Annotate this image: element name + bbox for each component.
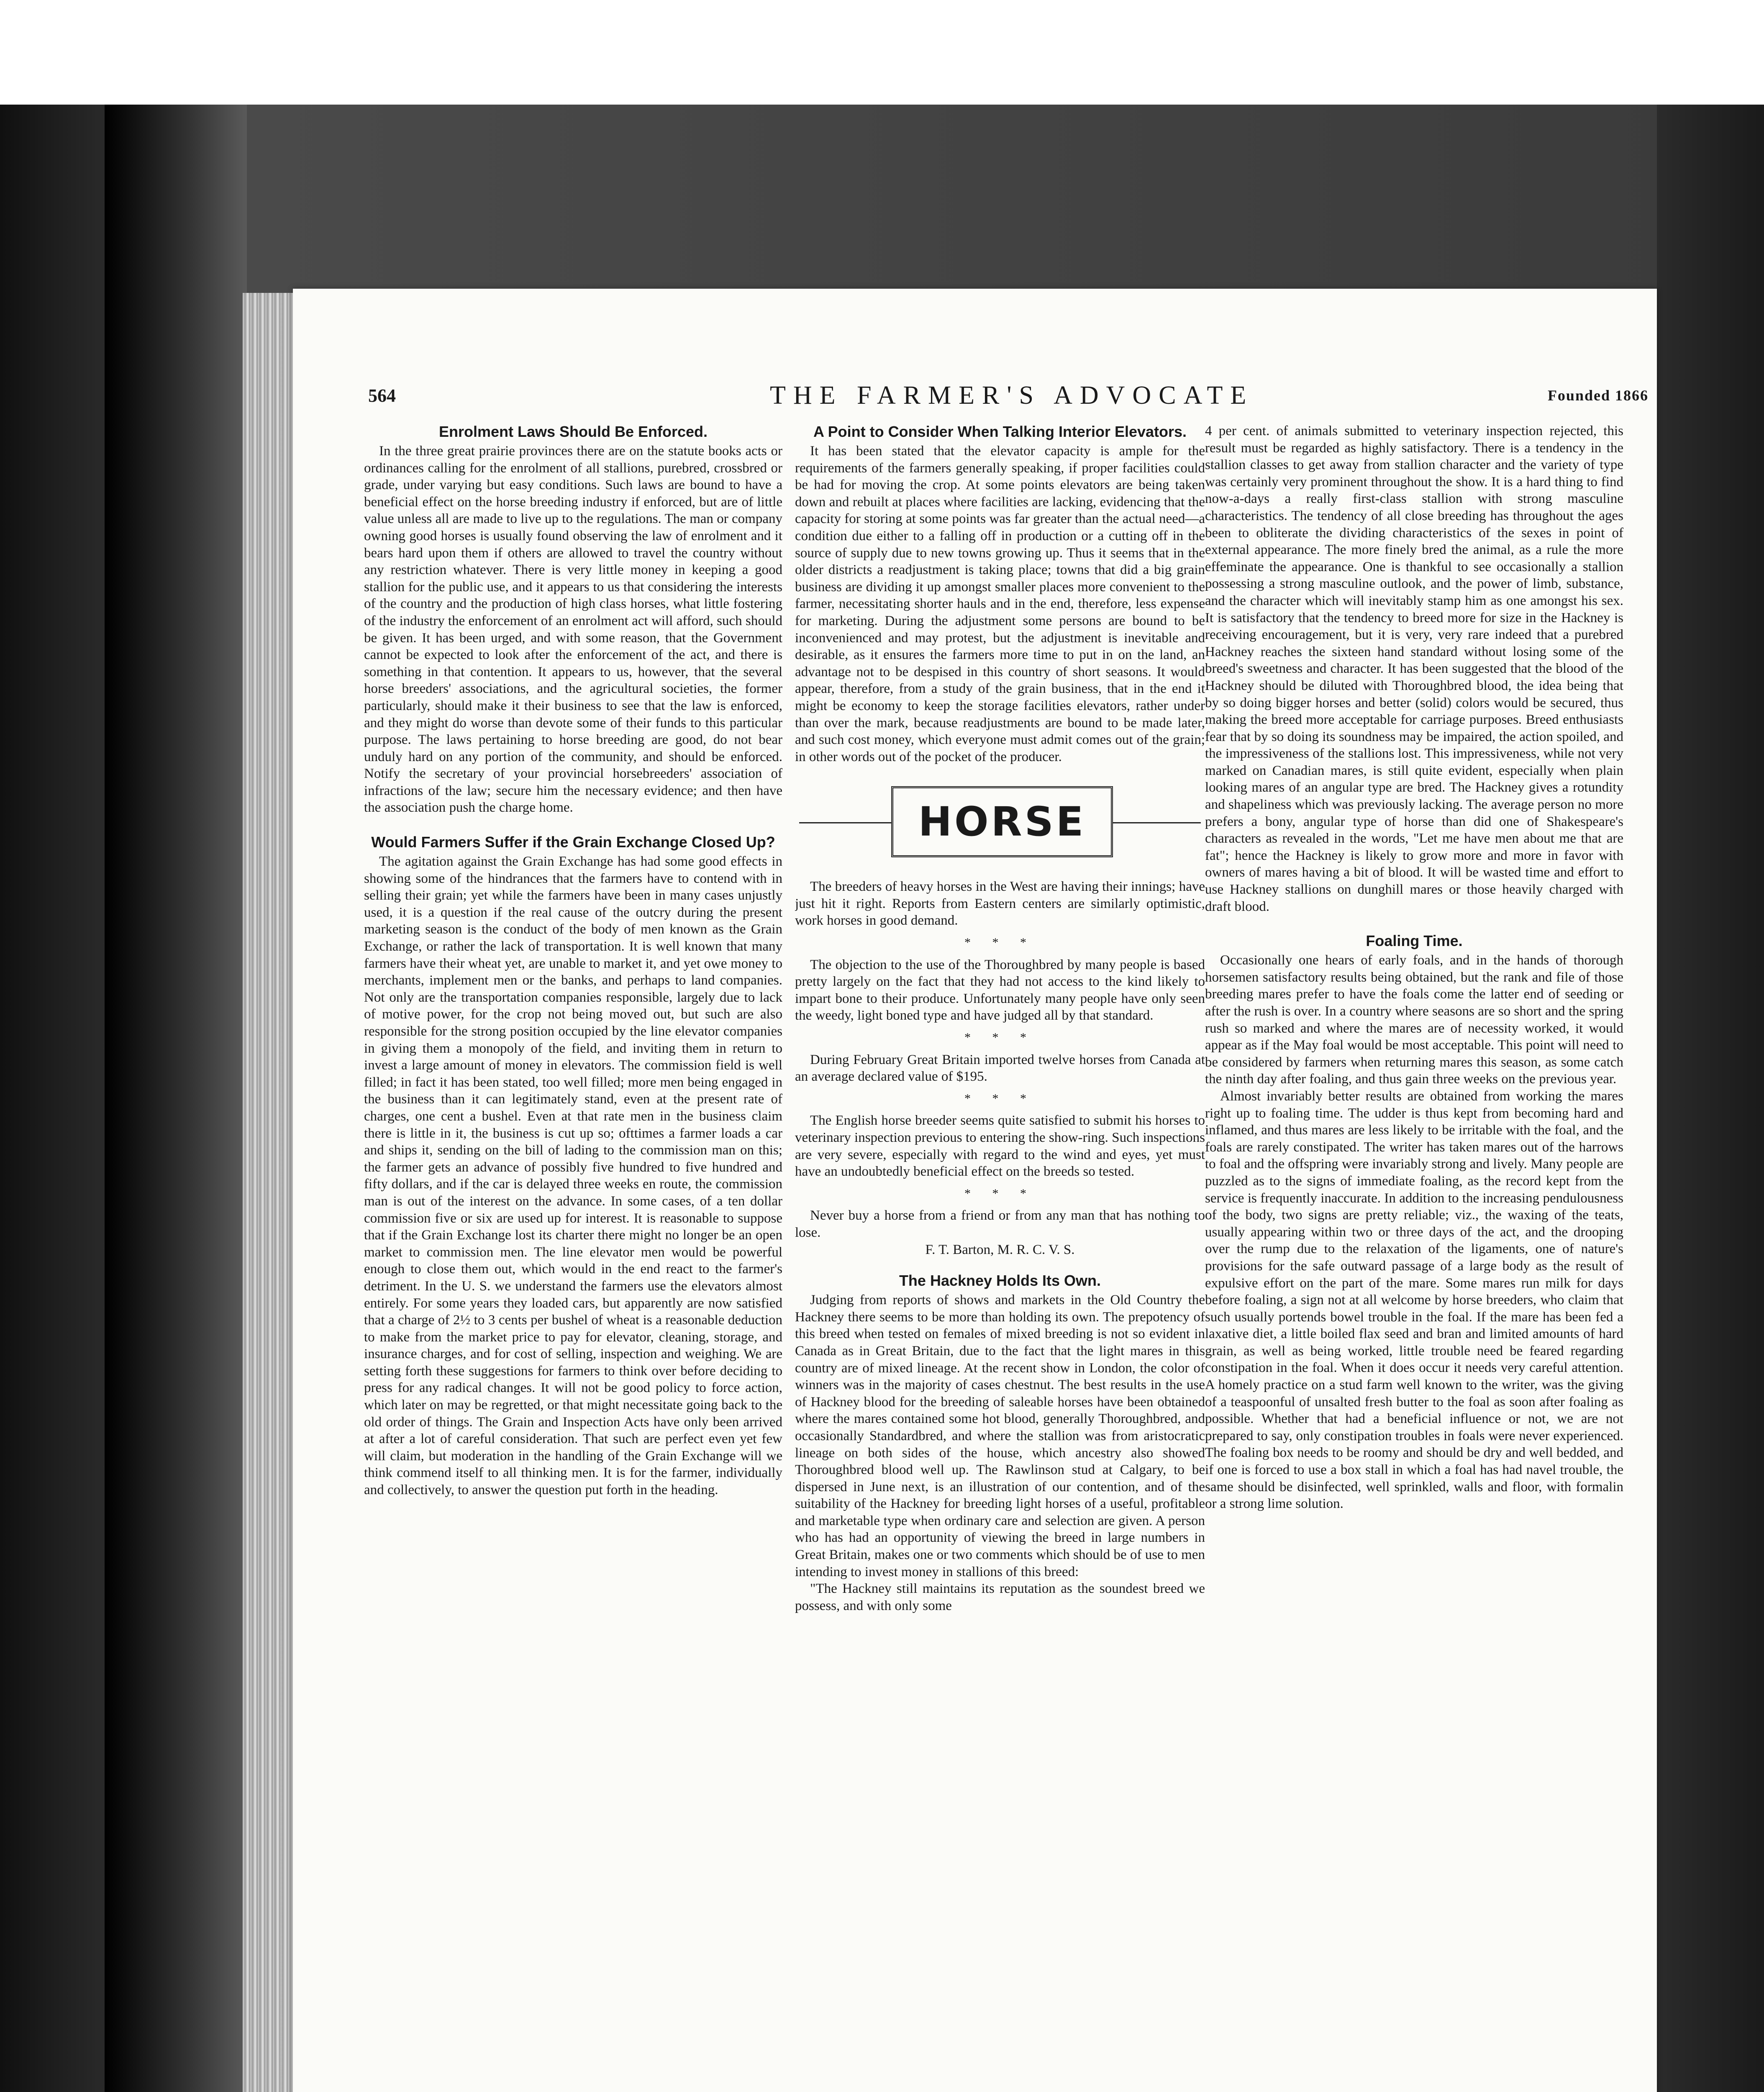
article-body-elevators: It has been stated that the elevator capacity is ample for the requirements of the farmers generally speaking, if proper facilities could be had for moving the crop. At some points elevators are being taken down and rebuilt at places where facilities are lacking, evidencing that the capacity for storing at some points was far greater than the actual need—a condition due either to a falling off in production or a cutting off in the source of supply due to new towns growing up. Thus it seems that in the older districts a readjustment is taking place; towns that did a big grain business are dividing it up amongst smaller places more convenient to the farmer, necessitating shorter hauls and in the end, therefore, less expense for marketing. During the adjustment some persons are bound to be inconvenienced and may protest, but the adjustment is inevitable and desirable, as it ensures the farmers more time to put in on the land, an advantage not to be despised in this country of short seasons. It would appear, therefore, from a study of the grain business, that in the end it might be economy to keep the storage facilities elevators, rather under than over the mark, because readjustments are bound to be made later, and such cost money, which everyone must admit comes out of the grain; in other words out of the pocket of the producer.	[795, 444, 1205, 764]
separator-stars: * * *	[964, 1186, 1036, 1200]
article-body-hackney-quote: "The Hackney still maintains its reputation as the soundest breed we possess, and with only some	[795, 1581, 1205, 1613]
right-gutter	[1657, 105, 1764, 2092]
article-title-grain-exchange: Would Farmers Suffer if the Grain Exchange Closed Up?	[371, 833, 775, 851]
article-body-hackney: Judging from reports of shows and markets in the Old Country the Hackney there seems to be more than holding its own. The prepotency of this breed when tested on females of mixed breeding is not so evident in Canada as in Great Britain, due to the fact that the light mares in this country are of mixed lineage. At the recent show in London, the color of winners was in the majority of cases chestnut. The best results in the use of Hackney blood for the breeding of saleable horses have been obtained where the mares contained some hot blood, generally Thoroughbred, and occasionally Standardbred, and where the stallion was from aristocratic lineage on both sides of the house, which ancestry also showed Thoroughbred blood well up. The Rawlinson stud at Calgary, to be dispersed in June next, is an illustration of our contention, and of the suitability of the Hackney for breeding light horses of a useful, profitable and marketable type when ordinary care and selection are given. A person who has had an opportunity of viewing the breed in large numbers in Great Britain, makes one or two comments which should be of use to men intending to invest money in stallions of this breed:	[795, 1292, 1205, 1579]
horse-note-2: The objection to the use of the Thoroughbred by many people is based pretty largely on the fact that they had not access to the kind likely to impart bone to their produce. Unfortunately many people have only seen the weedy, light boned type and have judged all by that standard.	[795, 957, 1205, 1023]
masthead: THE FARMER'S ADVOCATE	[770, 381, 1254, 410]
book-shadow	[105, 105, 247, 2092]
article-title-elevators: A Point to Consider When Talking Interior Elevators.	[813, 423, 1187, 440]
column-3	[1205, 423, 1623, 2092]
horse-note-4: The English horse breeder seems quite satisfied to submit his horses to veterinary inspection previous to entering the show-ring. Such inspections are very severe, especially with regard to the wind and eyes, yet must have an undoubtedly beneficial effect on the breeds so tested.	[795, 1113, 1205, 1179]
founded-note: Founded 1866	[1547, 387, 1649, 404]
article-body-foaling-2: Almost invariably better results are obtained from working the mares right up to foaling time. The udder is thus kept from becoming hard and inflamed, and thus mares are less likely to be irritable with the foal, and the foals are rarely constipated. The writer has taken mares out of the harrows to foal and the offspring were invariably strong and lively. Many people are puzzled as to the signs of immediate foaling, as the record kept from the service is frequently inaccurate. In addition to the increasing pendulousness of the body, two signs are pretty reliable; viz., the waxing of the teats, usually appearing within two or three days of the act, and the drooping over the rump due to the relaxation of the ligaments, one of nature's provisions for the safe outward passage of a large body as the result of expulsive effort on the part of the mare. Some mares run milk for days before foaling, a sign not at all welcome by horse breeders, who claim that such usually portends bowel trouble in the foal. If the mare has been fed a laxative diet, a little boiled flax seed and bran and limited amounts of hard grain, as well as being worked, little trouble need be feared regarding constipation in the foal. When it does occur it needs very careful attention. A homely practice on a stud farm well known to the writer, was the giving of a teaspoonful of unsalted fresh butter to the foal as soon after foaling as possible. Whether that had a beneficial influence or not, we are not prepared to say, only constipation troubles in foals were never experienced. The foaling box needs to be roomy and should be dry and well bedded, and if one is forced to use a box stall in which a foal has had navel trouble, the same should be disinfected, well sprinkled, walls and floor, with formalin or a strong lime solution.	[1205, 1088, 1623, 1512]
column-1	[364, 423, 782, 2092]
article-title-foaling: Foaling Time.	[1366, 932, 1463, 950]
separator-stars: * * *	[964, 936, 1036, 950]
author-signature: F. T. Barton, M. R. C. V. S.	[925, 1242, 1075, 1257]
separator-stars: * * *	[964, 1031, 1036, 1045]
banner-label-box	[891, 786, 1113, 857]
column-2	[795, 423, 1205, 2092]
article-body-enrolment: In the three great prairie provinces there are on the statute books acts or ordinances calling for the enrolment of all stallions, purebred, crossbred or grade, under varying but easy conditions. Such laws are bound to have a beneficial effect on the horse breeding industry if enforced, but are of little value unless all are made to live up to the regulations. The man or company owning good horses is usually found observing the law of enrolment and it bears hard upon them if others are allowed to travel the country without any restriction whatever. There is very little money in keeping a good stallion for the public use, and it appears to us that considering the interests of the country and the production of high class horses, what little fostering of the industry the enforcement of an enrolment act will afford, such should be given. It has been urged, and with some reason, that the Government cannot be expected to look after the enforcement of the act, and there is something in that contention. It appears to us, however, that the several horse breeders' associations, and the agricultural societies, the former particularly, should make it their business to see that the law is enforced, and they might do worse than devote some of their funds to this particular purpose. The laws pertaining to horse breeding are good, do not bear unduly hard on any portion of the community, and should be enforced. Notify the secretary of your provincial horsebreeders' association of infractions of the law; secure him the necessary evidence; and then have the association push the charge home.	[364, 444, 782, 815]
separator-stars: * * *	[964, 1091, 1036, 1105]
page-header	[368, 377, 1649, 418]
horse-note-5: Never buy a horse from a friend or from any man that has nothing to lose.	[795, 1208, 1205, 1240]
page-number: 564	[368, 385, 396, 406]
section-label: HORSE	[918, 798, 1086, 845]
article-title-hackney: The Hackney Holds Its Own.	[899, 1272, 1101, 1290]
horse-note-3: During February Great Britain imported twelve horses from Canada at an average declared value of $195.	[795, 1052, 1205, 1084]
section-banner-horse	[799, 782, 1201, 861]
page-stack-edge	[243, 293, 301, 2092]
scan-margin-top	[0, 0, 1764, 105]
article-body-foaling-1: Occasionally one hears of early foals, and in the hands of thorough horsemen satisfactory results being obtained, but the rank and file of those breeding mares prefer to have the foals come the latter end of seeding or after the rush is over. In a country where seasons are so short and the spring rush so marked and where the mares are of necessity worked, it would appear as if the May foal would be most acceptable. This point will need to be considered by farmers when returning mares this season, as some catch the ninth day after foaling, and thus gain three weeks on the previous year.	[1205, 953, 1623, 1087]
article-body-hackney-continued: 4 per cent. of animals submitted to veterinary inspection rejected, this result must be regarded as highly satisfactory. There is a tendency in the stallion classes to get away from stallion character and the variety of type was certainly very prominent throughout the show. It is a hard thing to find now-a-days a really first-class stallion with strong masculine characteristics. The tendency of all close breeding has throughout the ages been to obliterate the dividing characteristics of the sexes in point of external appearance. The more finely bred the animal, as a rule the more effeminate the appearance. One is thankful to see occasionally a stallion possessing a strong masculine outlook, and the power of limb, substance, and the character which will inevitably stamp him as one amongst his sex. It is satisfactory that the tendency to breed more for size in the Hackney is receiving encouragement, but it is very, very rare indeed that a purebred Hackney reaches the sixteen hand standard without losing some of the breed's sweetness and character. It has been suggested that the blood of the Hackney should be diluted with Thoroughbred blood, the idea being that by so doing bigger horses and better (solid) colors would be secured, thus making the breed more acceptable for carriage purposes. Breed enthusiasts fear that by so doing its soundness may be impaired, the action spoiled, and the impressiveness of the stallions lost. This impressiveness, while not very marked on Canadian mares, is still quite evident, especially when plain looking mares of an angular type are bred. The Hackney gives a rotundity and shapeliness which was previously lacking. The average person no more prefers a bony, angular type of horse than did one of Shakespeare's characters as revealed in the words, "Let me have men about me that are fat"; hence the Hackney is likely to grow more and more in favor with owners of mares having a bit of blood. It will be wasted time and effort to use Hackney stallions on dunghill mares or those heavily charged with draft blood.	[1205, 423, 1623, 914]
article-title-enrolment: Enrolment Laws Should Be Enforced.	[438, 423, 708, 440]
article-body-grain-exchange: The agitation against the Grain Exchange has had some good effects in showing some of the hindrances that the farmers have to contend with in selling their grain; yet while the farmers have been in many cases unjustly used, it is a question if the real cause of the outcry during the present marketing season is the conduct of the body of men known as the Grain Exchange, or rather the lack of transportation. It is well known that many farmers have their wheat yet, are unable to market it, and yet owe money to merchants, implement men or the banks, and perhaps to land companies. Not only are the transportation companies responsible, largely due to lack of motive power, for the crop not being moved out, but such are also responsible for the strong position occupied by the line elevator companies in giving them a monopoly of the field, and inviting them in return to invest a large amount of money in elevators. The commission field is well filled; in fact it has been stated, too well filled; more men being engaged in the business than it can legitimately stand, even at the present rate of charges, one cent a bushel. Even at that rate men in the business claim there is little in it, the business is cut up so; ofttimes a farmer loads a car and ships it, sending on the bill of lading to the commission man on this; the farmer gets an advance of possibly five hundred to five hundred and fifty dollars, and if the car is delayed three weeks en route, the commission man is out of the interest on the advance. In some cases, of a ten dollar commission five or six are used up for interest. It is reasonable to suppose that if the Grain Exchange lost its charter there might no longer be an open market to commission men. The line elevator men would be powerful enough to close them out, which would in the end react to the farmer's detriment. In the U. S. we understand the farmers use the elevators almost entirely. For some years they loaded cars, but apparently are now satisfied that a charge of 2½ to 3 cents per bushel of wheat is a reasonable deduction to make from the market price to pay for elevator, cleaning, storage, and insurance charges, and for cost of selling, inspection and weighing. We are setting forth these suggestions for farmers to think over before deciding to press for any radical changes. It will not be good policy to force action, which later on may be regretted, or that might necessitate going back to the old order of things. The Grain and Inspection Acts have only been arrived at after a lot of careful consideration. That such are perfect even yet few will claim, but moderation in the handling of the Grain Exchange will we think commend itself to all thinking men. It is for the farmer, individually and collectively, to answer the question put forth in the heading.	[364, 854, 782, 1498]
horse-note-1: The breeders of heavy horses in the West are having their innings; have just hit it right. Reports from Eastern centers are similarly optimistic, work horses in good demand.	[795, 879, 1205, 928]
